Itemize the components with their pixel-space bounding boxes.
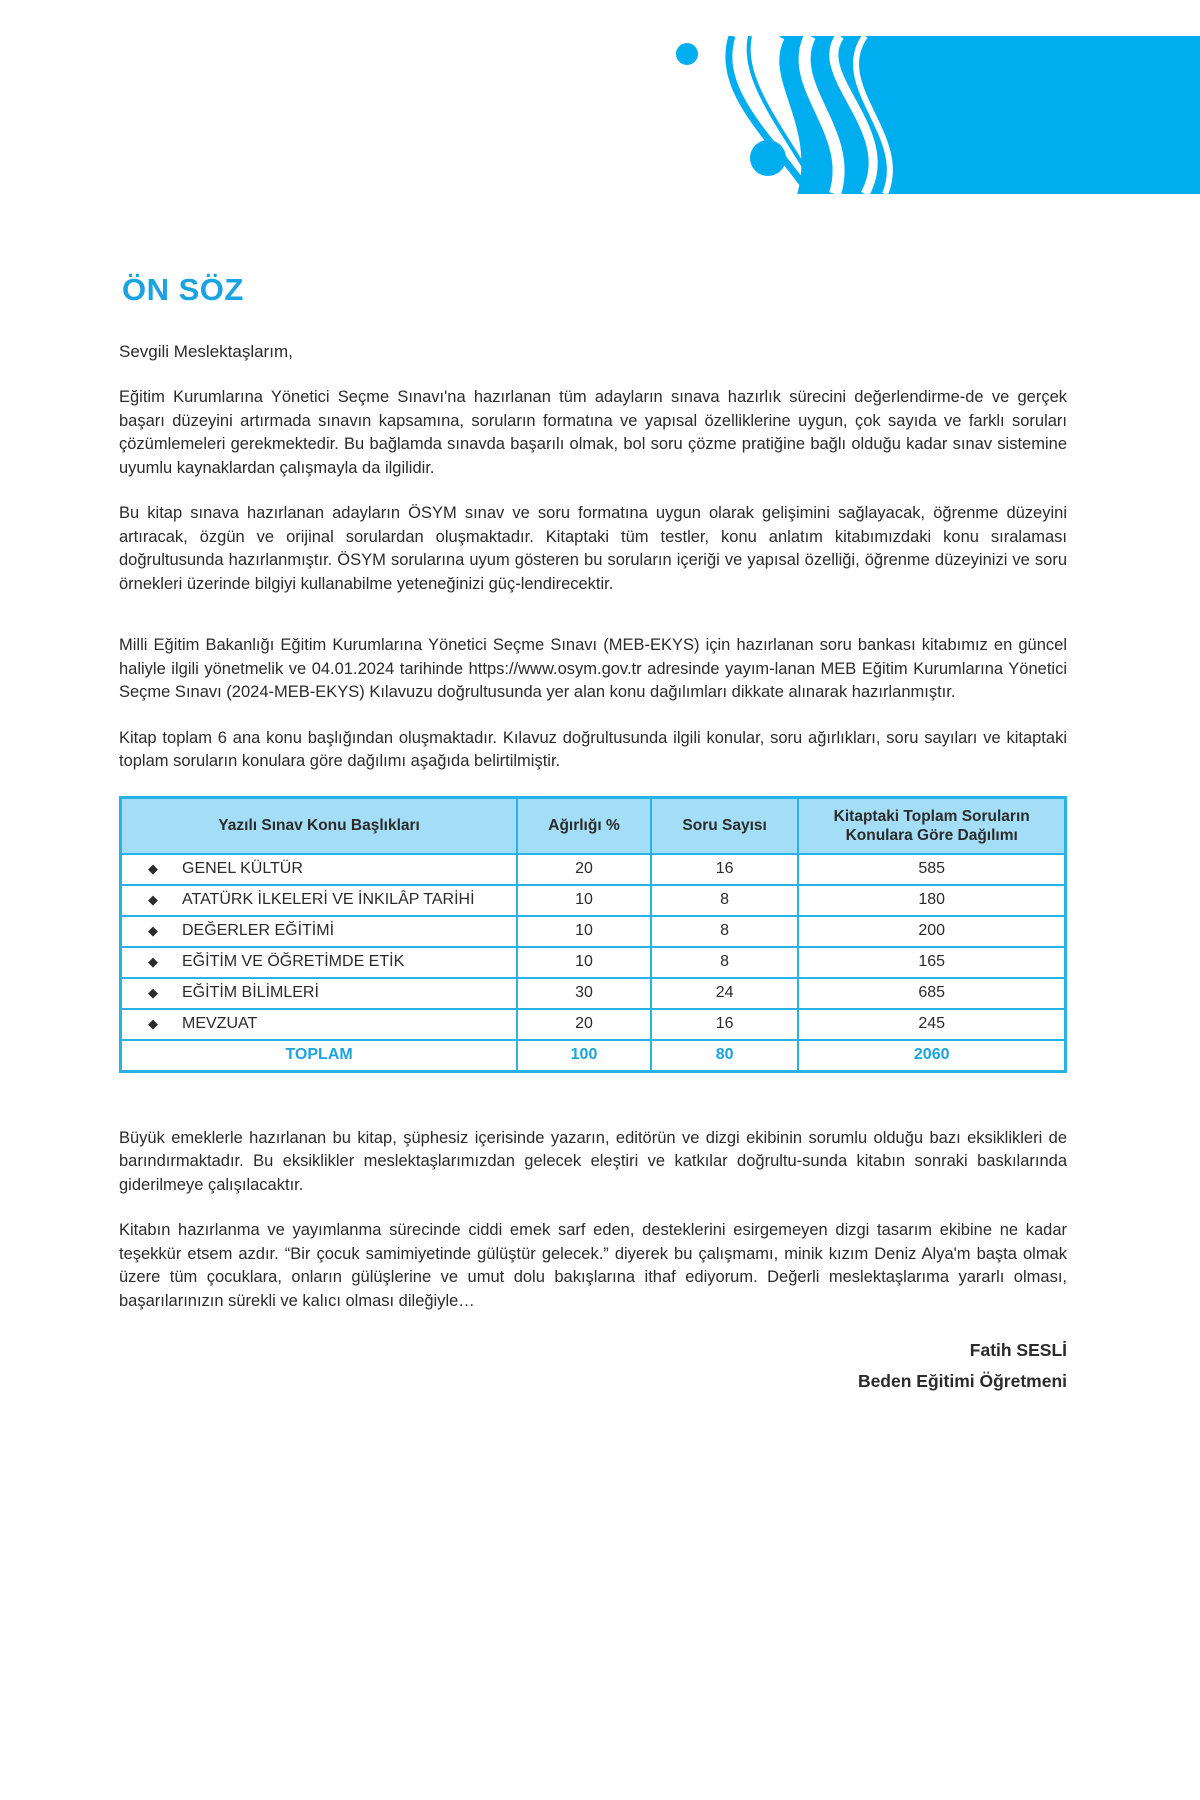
book-total-cell: 685 <box>798 978 1065 1009</box>
table-row <box>121 1009 1066 1040</box>
table-row <box>121 947 1066 978</box>
header-book-total: Kitaptaki Toplam Soruların Konulara Göre Dağılımı <box>798 797 1065 854</box>
topic-name: EĞİTİM BİLİMLERİ <box>182 984 319 1001</box>
topic-cell <box>121 1009 518 1040</box>
topic-cell <box>121 947 518 978</box>
greeting: Sevgili Meslektaşlarım, <box>119 342 293 361</box>
topic-cell <box>121 885 518 916</box>
paragraph: Eğitim Kurumlarına Yönetici Seçme Sınavı'na hazırlanan tüm adayların sınava hazırlık sürecini değerlendirme-de ve gerçek başarı düzeyini artırmada sınavın kapsamına, soruların formatına ve yapısal özelliklerine uygun, çok sayıda ve farklı soruları çözümlemeleri gerekmektedir. Bu bağlamda sınavda başarılı olmak, bol soru çözme pratiğine bağlı olduğu kadar sınav sistemine uyumlu kaynaklardan çalışmayla da ilgilidir. <box>119 388 1067 477</box>
header-weight: Ağırlığı % <box>517 797 651 854</box>
diamond-bullet-icon: ◆ <box>148 985 158 1000</box>
total-book: 2060 <box>798 1040 1065 1072</box>
book-total-cell: 585 <box>798 854 1065 885</box>
total-count: 80 <box>651 1040 799 1072</box>
topic-cell <box>121 916 518 947</box>
topic-name: ATATÜRK İLKELERİ VE İNKILÂP TARİHİ <box>182 891 475 908</box>
table-row <box>121 885 1066 916</box>
count-cell: 8 <box>651 885 799 916</box>
weight-cell: 20 <box>517 854 651 885</box>
table-row <box>121 916 1066 947</box>
paragraph: Milli Eğitim Bakanlığı Eğitim Kurumlarına Yönetici Seçme Sınavı (MEB-EKYS) için hazırlanan soru bankası kitabımız en güncel haliyle ilgili yönetmelik ve 04.01.2024 tarihinde https://www.osym.gov.tr adresinde yayım-lanan MEB Eğitim Kurumlarına Yönetici Seçme Sınavı (2024-MEB-EKYS) Kılavuzu doğrultusunda yer alan konu dağılımları dikkate alınarak hazırlanmıştır. <box>119 636 1067 701</box>
table-row <box>121 978 1066 1009</box>
book-total-cell: 180 <box>798 885 1065 916</box>
table-row <box>121 854 1066 885</box>
total-weight: 100 <box>517 1040 651 1072</box>
paragraph: Bu kitap sınava hazırlanan adayların ÖSYM sınav ve soru formatına uygun olarak gelişimini sağlayacak, öğrenme düzeyini artıracak, özgün ve orijinal sorulardan oluşmaktadır. Kitaptaki tüm testler, konu anlatım kitabımızdaki konu sıralaması doğrultusunda hazırlanmıştır. ÖSYM sorularına uyum gösteren bu soruların içeriği ve yapısal özelliği, öğrenme düzeyinizi ve soru örnekleri üzerinde bilgiyi kullanabilme yeteneğinizi güç-lendirecektir. <box>119 504 1067 593</box>
count-cell: 16 <box>651 1009 799 1040</box>
count-cell: 16 <box>651 854 799 885</box>
book-total-cell: 200 <box>798 916 1065 947</box>
table-header-row <box>121 797 1066 854</box>
count-cell: 24 <box>651 978 799 1009</box>
page-title: ÖN SÖZ <box>122 272 244 307</box>
weight-cell: 30 <box>517 978 651 1009</box>
book-total-cell: 165 <box>798 947 1065 978</box>
topic-cell <box>121 854 518 885</box>
signature-block <box>119 1335 1067 1397</box>
header-topic: Yazılı Sınav Konu Başlıkları <box>121 797 518 854</box>
paragraph: Büyük emeklerle hazırlanan bu kitap, şüphesiz içerisinde yazarın, editörün ve dizgi ekibinin sorumlu olduğu bazı eksiklikleri de barındırmaktadır. Bu eksiklikler meslektaşlarımızdan gelecek eleştiri ve katkılar doğrultu-sunda kitabın sonraki baskılarında giderilmeye çalışılacaktır. <box>119 1128 1067 1194</box>
header-question-count: Soru Sayısı <box>651 797 799 854</box>
topic-name: MEVZUAT <box>182 1015 258 1032</box>
content-body <box>119 340 1067 1397</box>
diamond-bullet-icon: ◆ <box>148 1016 158 1031</box>
count-cell: 8 <box>651 916 799 947</box>
weight-cell: 10 <box>517 947 651 978</box>
diamond-bullet-icon: ◆ <box>148 954 158 969</box>
diamond-bullet-icon: ◆ <box>148 923 158 938</box>
paragraph: Kitap toplam 6 ana konu başlığından oluşmaktadır. Kılavuz doğrultusunda ilgili konular, soru ağırlıkları, soru sayıları ve kitaptaki toplam soruların konulara göre dağılımı aşağıda belirtilmiştir. <box>119 728 1067 770</box>
count-cell: 8 <box>651 947 799 978</box>
diamond-bullet-icon: ◆ <box>148 861 158 876</box>
weight-cell: 20 <box>517 1009 651 1040</box>
paragraph: Kitabın hazırlanma ve yayımlanma sürecinde ciddi emek sarf eden, desteklerini esirgemeyen dizgi tasarım ekibine ne kadar teşekkür etsem azdır. “Bir çocuk samimiyetinde gülüştür gelecek.” diyerek bu çalışmamı, minik kızım Deniz Alya'm başta olmak üzere tüm çocuklara, onların gülüşlerine ve umut dolu bakışlarına ithaf ediyorum. Değerli meslektaşlarıma yararlı olması, başarılarınızın sürekli ve kalıcı olması dileğiyle… <box>119 1221 1067 1310</box>
author-role: Beden Eğitimi Öğretmeni <box>857 1371 1067 1391</box>
table-total-row <box>121 1040 1066 1072</box>
topic-name: EĞİTİM VE ÖĞRETİMDE ETİK <box>182 953 405 970</box>
topic-cell <box>121 978 518 1009</box>
topic-name: DEĞERLER EĞİTİMİ <box>182 922 335 939</box>
book-total-cell: 245 <box>798 1009 1065 1040</box>
weight-cell: 10 <box>517 916 651 947</box>
topics-table <box>119 796 1067 1073</box>
weight-cell: 10 <box>517 885 651 916</box>
header-wave-graphic <box>660 36 1200 194</box>
diamond-bullet-icon: ◆ <box>148 892 158 907</box>
total-label: TOPLAM <box>121 1040 518 1072</box>
topic-name: GENEL KÜLTÜR <box>182 860 303 877</box>
author-name: Fatih SESLİ <box>969 1340 1067 1360</box>
